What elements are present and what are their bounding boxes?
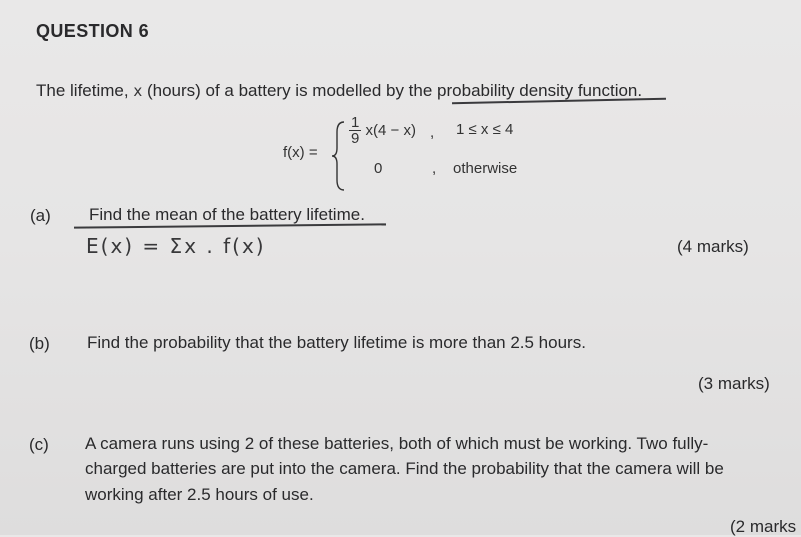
- pdf-brace: [331, 120, 347, 192]
- part-c-label: (c): [29, 435, 49, 454]
- part-c-line-2: charged batteries are put into the camera. Find the probability that the camera will be: [85, 459, 724, 478]
- case1-condition: 1 ≤ x ≤ 4: [456, 121, 514, 138]
- intro-prefix: The lifetime,: [36, 81, 129, 100]
- question-intro: [36, 81, 642, 101]
- case1-comma: ,: [430, 124, 435, 141]
- pdf-case1-expression: [349, 115, 416, 146]
- case2-comma: ,: [432, 160, 437, 177]
- question-heading: QUESTION 6: [36, 21, 150, 41]
- part-b-marks: (3 marks): [698, 374, 770, 393]
- case1-polynomial: x(4 − x): [365, 122, 416, 139]
- part-c-marks: (2 marks: [730, 517, 797, 536]
- case2-condition: otherwise: [453, 160, 518, 177]
- part-a-marks: (4 marks): [677, 237, 749, 256]
- fraction-one-ninth: [349, 115, 361, 146]
- fraction-denominator: 9: [351, 130, 360, 147]
- handwritten-answer-a: E(x) = Σx . f(x): [86, 234, 266, 258]
- case2-value: 0: [374, 160, 383, 177]
- part-c-line-3: working after 2.5 hours of use.: [85, 485, 314, 504]
- part-c-line-1: A camera runs using 2 of these batteries, both of which must be working. Two fully-: [85, 434, 709, 453]
- part-a-question: Find the mean of the battery lifetime.: [89, 205, 365, 224]
- fraction-numerator: 1: [351, 114, 360, 131]
- intro-suffix: (hours) of a battery is modelled by the probability density function.: [146, 81, 643, 100]
- part-b-label: (b): [29, 334, 50, 353]
- part-a-label: (a): [30, 206, 51, 225]
- pdf-lhs: f(x) =: [283, 144, 318, 161]
- circled-variable-x: x: [133, 82, 143, 100]
- part-b-question: Find the probability that the battery lifetime is more than 2.5 hours.: [87, 333, 586, 352]
